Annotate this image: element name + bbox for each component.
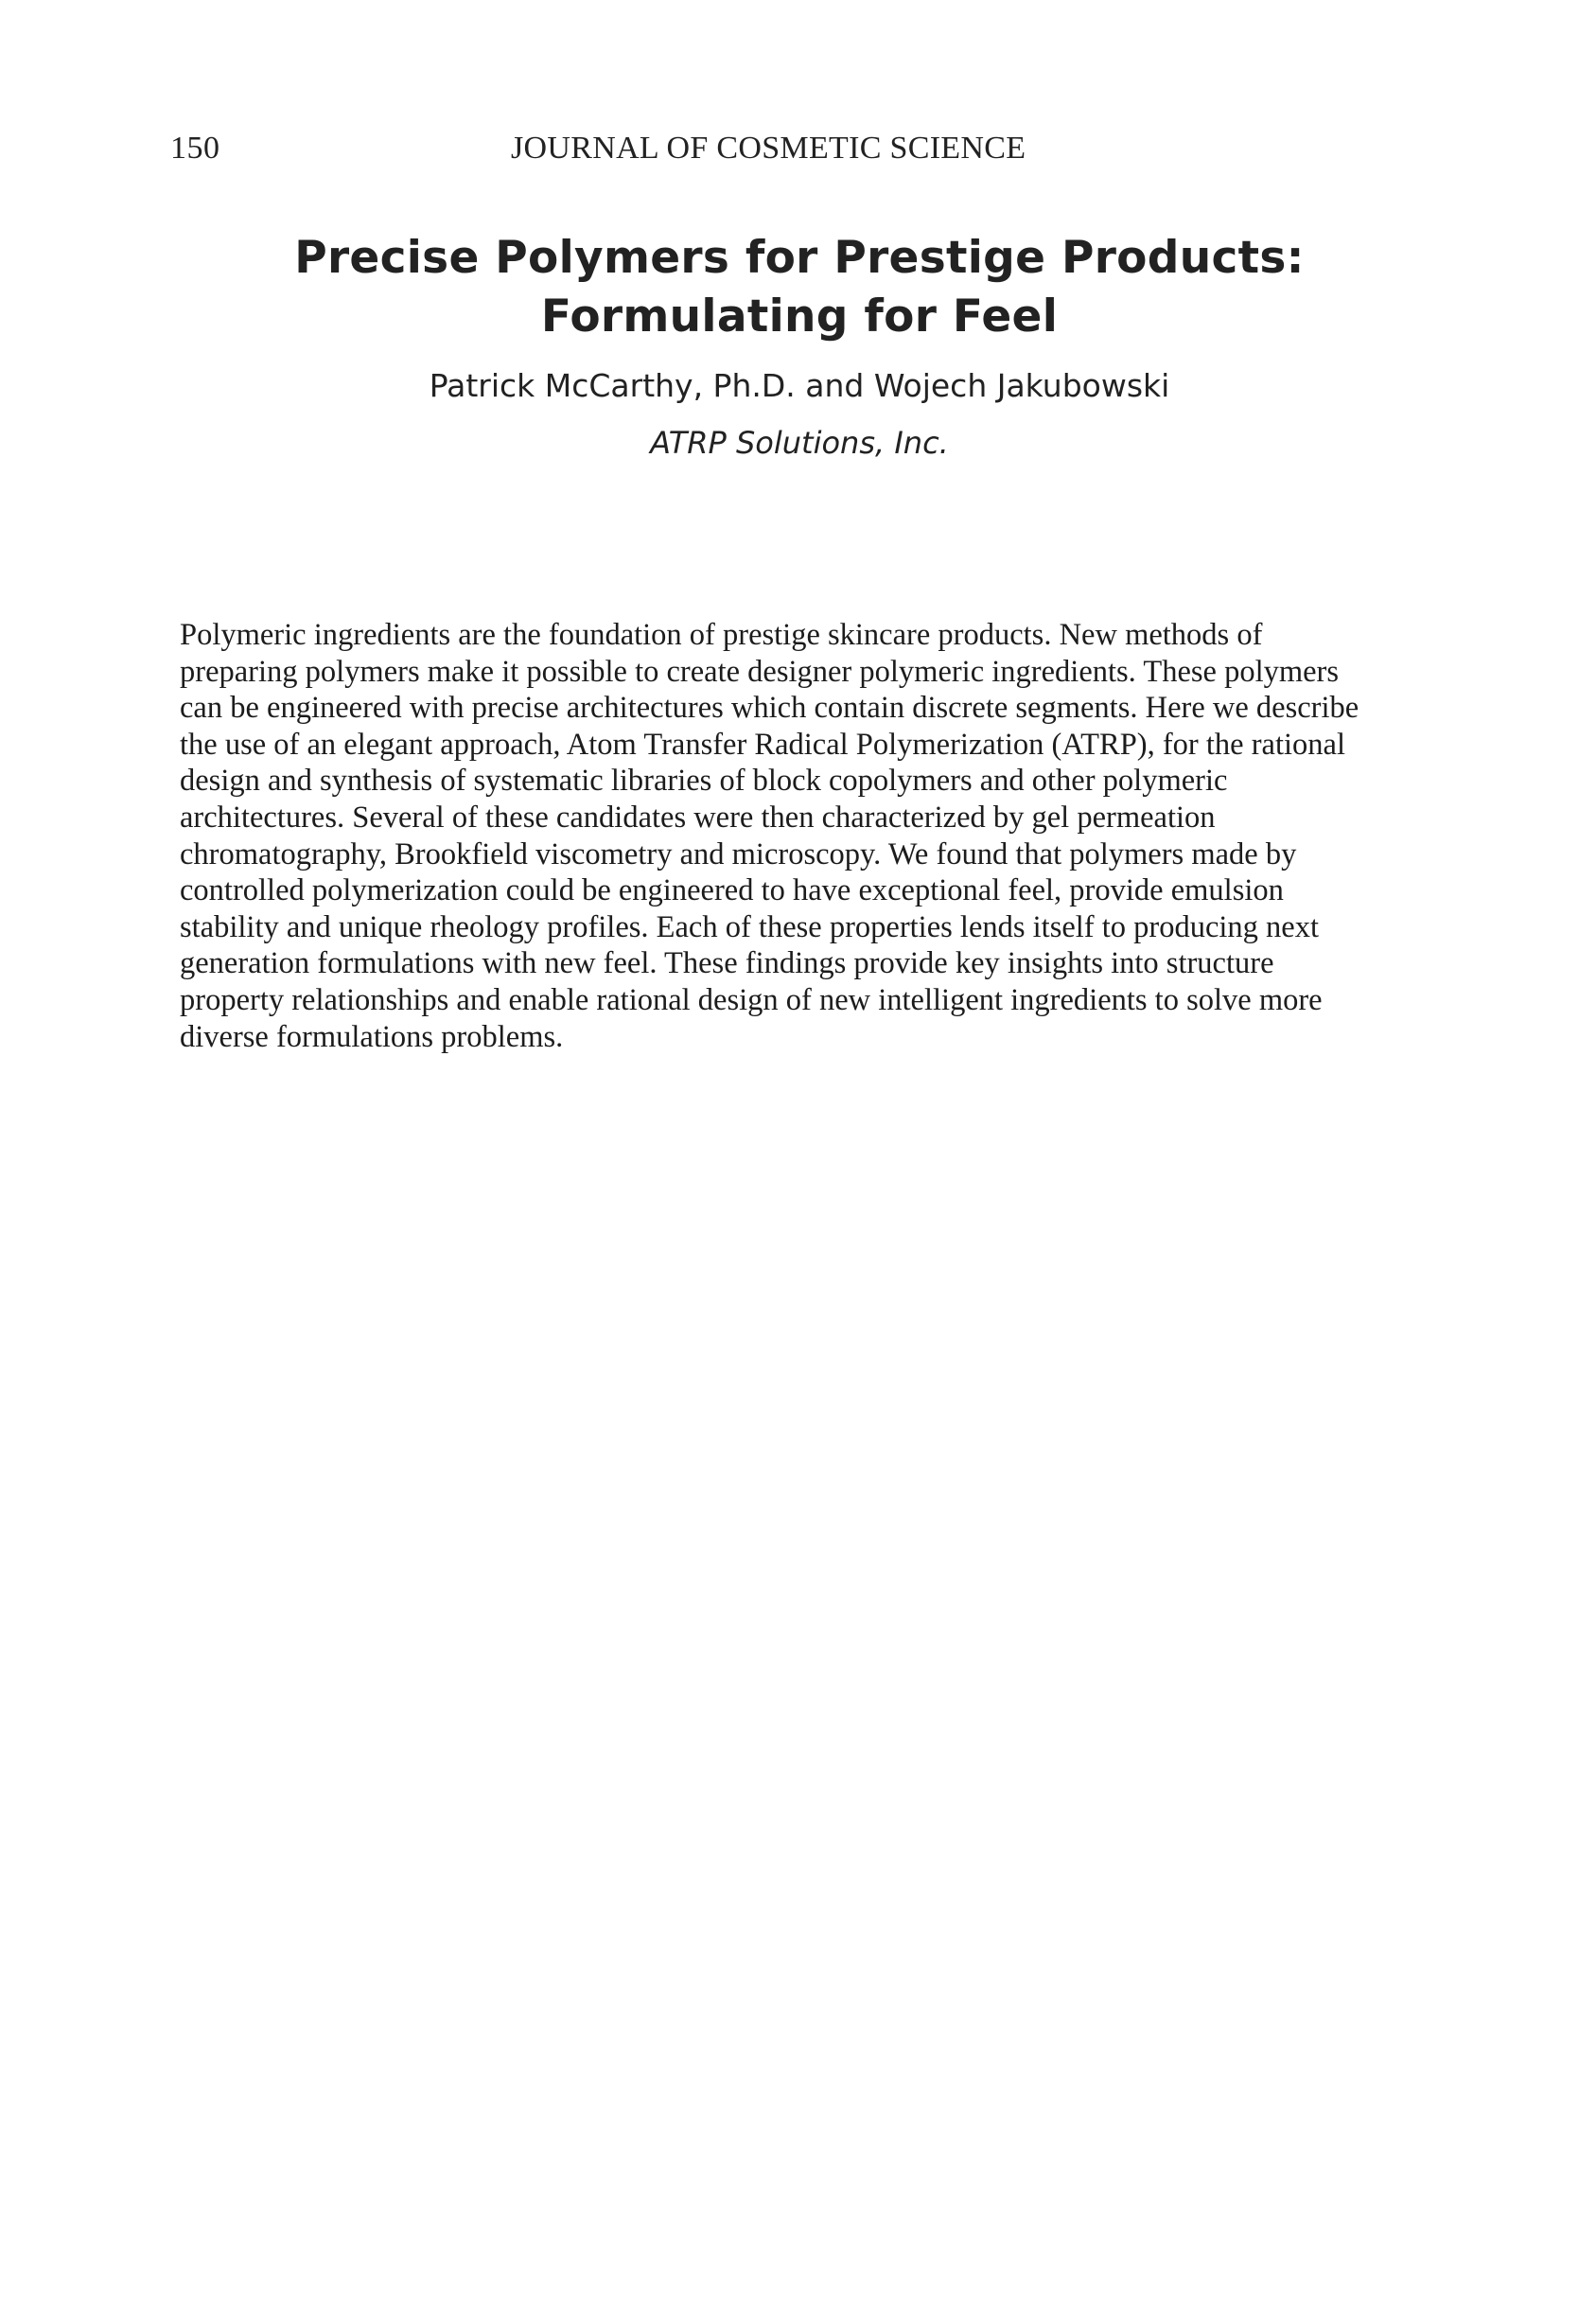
abstract-line: generation formulations with new feel. These findings provide key insights into structure (180, 946, 1274, 981)
title-line-2: Formulating for Feel (540, 290, 1059, 343)
page-number: 150 (170, 131, 220, 166)
abstract-line: the use of an elegant approach, Atom Transfer Radical Polymerization (ATRP), for the rational (180, 727, 1345, 762)
abstract-line: chromatography, Brookfield viscometry and microscopy. We found that polymers made by (180, 836, 1297, 871)
abstract-line: can be engineered with precise architectures which contain discrete segments. Here we describe (180, 691, 1359, 726)
running-header (170, 131, 1400, 172)
abstract-line: preparing polymers make it possible to create designer polymeric ingredients. These polymers (180, 654, 1340, 689)
abstract-line: architectures. Several of these candidates were then characterized by gel permeation (180, 800, 1216, 835)
journal-name: JOURNAL OF COSMETIC SCIENCE (511, 131, 1026, 166)
abstract-line: controlled polymerization could be engineered to have exceptional feel, provide emulsion (180, 873, 1284, 908)
abstract-line: stability and unique rheology profiles. Each of these properties lends itself to producing next (180, 909, 1320, 944)
abstract-line: design and synthesis of systematic libraries of block copolymers and other polymeric (180, 764, 1228, 799)
article-authors: Patrick McCarthy, Ph.D. and Wojech Jakubowski (429, 367, 1170, 404)
abstract-line: property relationships and enable rational design of new intelligent ingredients to solve more (180, 982, 1323, 1017)
author-affiliation: ATRP Solutions, Inc. (650, 425, 949, 461)
abstract-line: Polymeric ingredients are the foundation of prestige skincare products. New methods of (180, 618, 1263, 652)
article-title (170, 229, 1429, 346)
abstract (180, 617, 1447, 1055)
abstract-line: diverse formulations problems. (180, 1019, 564, 1054)
title-line-1: Precise Polymers for Prestige Products: (294, 232, 1305, 284)
